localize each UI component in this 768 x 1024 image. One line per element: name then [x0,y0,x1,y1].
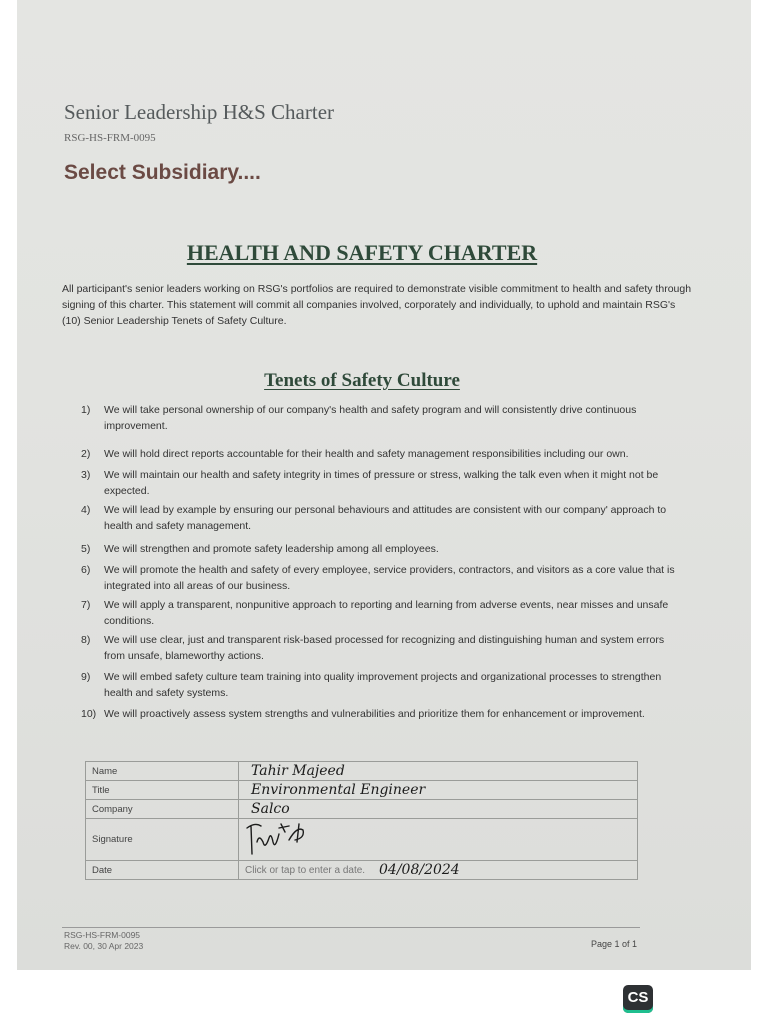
tenet-item [81,467,681,499]
tenet-item [81,562,681,594]
company-label: Company [86,800,239,819]
company-value: Salco [251,801,290,817]
tenet-item [81,402,681,434]
tenet-item [81,502,681,534]
tenet-number: 10) [81,708,97,720]
tenet-number: 1) [81,404,91,416]
signatory-table [85,761,638,880]
title-label: Title [86,781,239,800]
tenet-number: 2) [81,448,91,460]
camscanner-logo-icon: CS [623,985,653,1013]
footer-code: RSG-HS-FRM-0095 [64,930,141,940]
company-field[interactable] [239,800,638,819]
signature-icon [245,820,315,860]
subsidiary-selector[interactable]: Select Subsidiary.... [64,161,261,184]
tenet-text: We will embed safety culture team training into quality improvement projects and organizational processes to strengthen health and safety systems. [104,671,662,699]
tenet-text: We will hold direct reports accountable for their health and safety management responsibilities including our own. [104,448,629,460]
date-field[interactable] [239,861,638,880]
tenet-number: 5) [81,543,91,555]
tenet-item [81,597,681,629]
tenet-text: We will take personal ownership of our company's health and safety program and will consistently drive continuous improvement. [104,404,637,432]
tenet-number: 6) [81,564,91,576]
document-title: Senior Leadership H&S Charter [64,100,335,124]
document-page [17,0,751,970]
date-value: 04/08/2024 [379,862,460,878]
tenets-heading: Tenets of Safety Culture [264,370,460,391]
tenet-number: 7) [81,599,91,611]
tenet-text: We will maintain our health and safety integrity in times of pressure or stress, walking the talk even when it might not be expected. [104,469,659,497]
intro-paragraph: All participant's senior leaders working on RSG's portfolios are required to demonstrate visible commitment to health and safety through signing of this charter. This statement will commit all companies involved, corporately and individually, to uphold and maintain RSG's (10) Senior Leadership Tenets of Safety Culture. [62,283,692,327]
charter-heading: HEALTH AND SAFETY CHARTER [186,240,538,265]
tenet-text: We will proactively assess system strengths and vulnerabilities and prioritize them for enhancement or improvement. [104,708,645,720]
title-field[interactable] [239,781,638,800]
table-row [86,819,638,861]
tenet-text: We will promote the health and safety of every employee, service providers, contractors, and visitors as a core value that is integrated into all areas of our business. [104,564,675,592]
tenet-text: We will use clear, just and transparent risk-based processed for recognizing and distinguishing human and system errors from unsafe, blameworthy actions. [104,634,665,662]
name-label: Name [86,762,239,781]
date-placeholder: Click or tap to enter a date. [245,864,366,876]
signature-label: Signature [86,819,239,861]
title-value: Environmental Engineer [251,782,426,798]
table-row [86,781,638,800]
tenet-number: 3) [81,469,91,481]
name-value: Tahir Majeed [251,763,345,779]
footer-revision: Rev. 00, 30 Apr 2023 [64,941,144,951]
tenet-item [81,706,681,722]
tenet-text: We will strengthen and promote safety leadership among all employees. [104,543,439,555]
tenet-number: 8) [81,634,91,646]
tenet-item [81,541,681,557]
tenet-item [81,446,681,462]
date-label: Date [86,861,239,880]
footer-divider [62,927,640,928]
document-code: RSG-HS-FRM-0095 [64,132,156,144]
tenet-text: We will lead by example by ensuring our personal behaviours and attitudes are consistent with our company' approach to health and safety management. [104,504,667,532]
tenet-number: 9) [81,671,91,683]
tenet-item [81,632,681,664]
signature-field[interactable] [239,819,638,861]
tenet-number: 4) [81,504,91,516]
table-row [86,861,638,880]
table-row [86,762,638,781]
tenet-text: We will apply a transparent, nonpunitive approach to reporting and learning from adverse events, near misses and unsafe conditions. [104,599,669,627]
table-row [86,800,638,819]
name-field[interactable] [239,762,638,781]
page-number: Page 1 of 1 [591,939,638,949]
tenet-item [81,669,681,701]
